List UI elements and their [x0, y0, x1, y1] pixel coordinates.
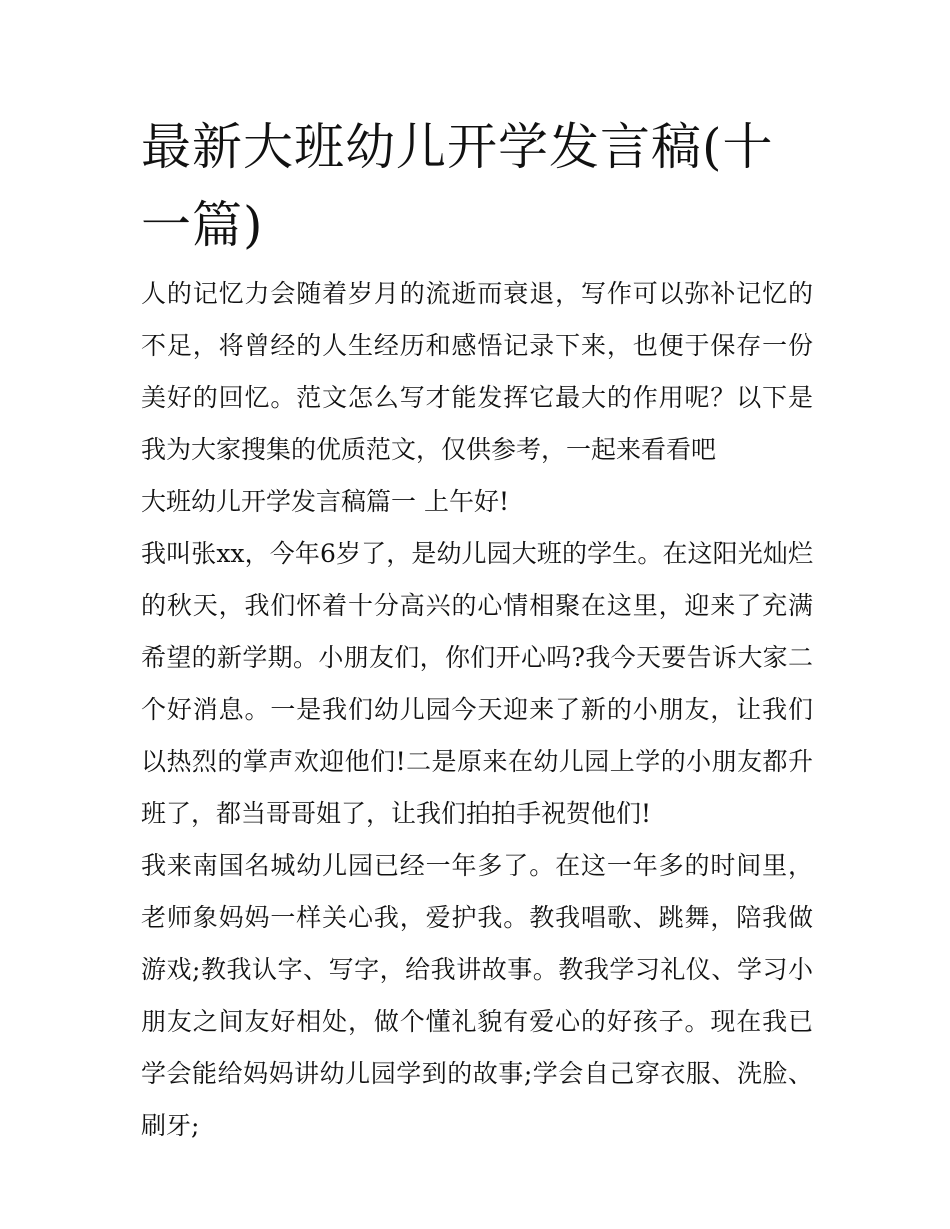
section-heading-paragraph: 大班幼儿开学发言稿篇一 上午好! — [141, 487, 509, 516]
body-paragraph: 我叫张xx，今年6岁了，是幼儿园大班的学生。在这阳光灿烂的秋天，我们怀着十分高兴的心情相聚在这里，迎来了充满希望的新学期。小朋友们，你们开心吗?我今天要告诉大家二个好消息。一是我们幼儿园今天迎来了新的小朋友，让我们以热烈的掌声欢迎他们!二是原来在幼儿园上学的小朋友都升班了，都当哥哥姐了，让我们拍拍手祝贺他们! — [141, 539, 813, 828]
intro-paragraph: 人的记忆力会随着岁月的流逝而衰退，写作可以弥补记忆的不足，将曾经的人生经历和感悟记录下来，也便于保存一份美好的回忆。范文怎么写才能发挥它最大的作用呢？以下是我为大家搜集的优质范文，仅供参考，一起来看看吧 — [141, 279, 813, 464]
body-paragraph: 我来南国名城幼儿园已经一年多了。在这一年多的时间里，老师象妈妈一样关心我，爱护我。教我唱歌、跳舞，陪我做游戏;教我认字、写字，给我讲故事。教我学习礼仪、学习小朋友之间友好相处，做个懂礼貌有爱心的好孩子。现在我已学会能给妈妈讲幼儿园学到的故事;学会自己穿衣服、洗脸、刷牙; — [141, 851, 813, 1140]
document-title: 最新大班幼儿开学发言稿(十一篇) — [141, 118, 774, 254]
document-page — [141, 108, 813, 1152]
